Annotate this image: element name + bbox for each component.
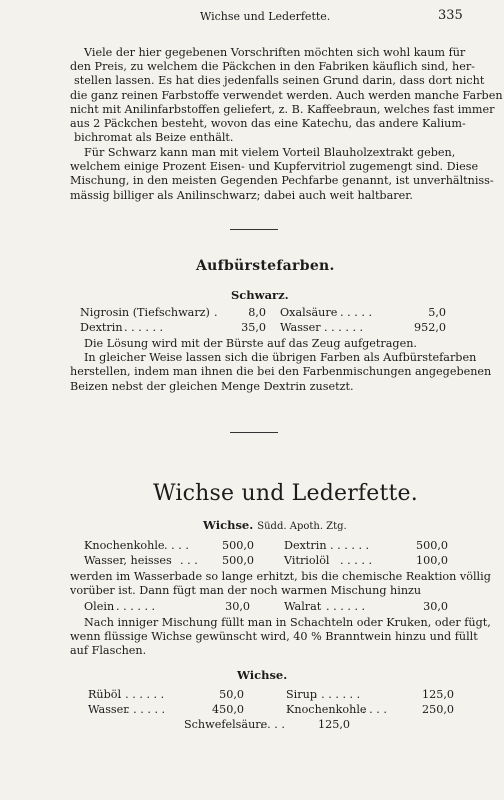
ingredient-name: Rüböl (88, 688, 122, 701)
subsection-title-schwarz: Schwarz. (231, 288, 289, 302)
text-line: Nach inniger Mischung füllt man in Schachteln oder Kruken, oder fügt, (84, 616, 491, 629)
leader-dots: . . . . . (340, 554, 373, 567)
text-line: Beizen nebst der gleichen Menge Dextrin zusetzt. (70, 379, 354, 393)
chapter-title: Wichse und Lederfette. (153, 481, 418, 506)
ingredient-name: Wasser (88, 703, 129, 716)
ingredient-name: Vitriolöl (284, 554, 330, 567)
ingredient-amount: 100,0 (415, 554, 448, 567)
leader-dots: . . . . . . (124, 321, 164, 334)
aufbuerste-instructions (70, 337, 492, 394)
text-line: Die Lösung wird mit der Bürste auf das Zeug aufgetragen. (84, 337, 417, 350)
text-line: stellen lassen. Es hat dies jedenfalls seinen Grund darin, dass dort nicht (74, 74, 485, 88)
text-line: die ganz reinen Farbstoffe verwendet werden. Auch werden manche Farben (70, 88, 503, 102)
page-number: 335 (438, 8, 463, 23)
leader-dots: . . . . . . (324, 321, 364, 334)
ingredient-amount: 5,0 (428, 306, 446, 319)
ingredient-name: Nigrosin (Tiefschwarz) (80, 306, 210, 319)
ingredient-name: Dextrin (80, 321, 123, 334)
text-line: den Preis, zu welchem die Päckchen in den Fabriken käuflich sind, her- (70, 60, 475, 74)
text-line: Mischung, in den meisten Gegenden Pechfarbe genannt, ist unverhältniss- (70, 174, 494, 188)
ingredient-amount: 450,0 (211, 703, 244, 716)
leader-dots: . . . . (164, 539, 189, 552)
ingredient-name: Dextrin (284, 539, 327, 552)
leader-dots: . . . . . . (116, 600, 156, 613)
ingredient-name: Walrat (284, 600, 322, 613)
ingredient-name: Oxalsäure (280, 306, 338, 319)
ingredient-amount: 125,0 (421, 688, 454, 701)
ingredient-amount: 125,0 (317, 718, 350, 731)
running-header: Wichse und Lederfette. (200, 10, 331, 23)
ingredient-amount: 30,0 (225, 600, 250, 613)
section-title-aufbuerstefarben: Aufbürstefarben. (196, 258, 335, 274)
section-divider (230, 229, 278, 230)
ingredient-name: Wasser (280, 321, 321, 334)
ingredient-amount: 30,0 (423, 600, 448, 613)
text-line: mässig billiger als Anilinschwarz; dabei auch weit haltbarer. (70, 188, 413, 202)
ingredient-amount: 8,0 (248, 306, 266, 319)
ingredient-amount: 50,0 (219, 688, 244, 701)
ingredient-name: Wasser, heisses (84, 554, 172, 567)
leader-dots: . (214, 306, 218, 319)
leader-dots: . . . (180, 554, 198, 567)
text-line: Für Schwarz kann man mit vielem Vorteil Blauholzextrakt geben, (84, 146, 456, 159)
ingredient-name: Knochenkohle (84, 539, 165, 552)
leader-dots: . . . . . . (126, 703, 166, 716)
text-line: auf Flaschen. (70, 644, 147, 658)
ingredient-name: Knochenkohle (286, 703, 367, 716)
text-line: welchem einige Prozent Eisen- und Kupfervitriol zugemengt sind. Diese (70, 160, 479, 174)
leader-dots: . . . . . . (330, 539, 370, 552)
text-line: In gleicher Weise lassen sich die übrigen Farben als Aufbürstefarben (84, 351, 477, 365)
ingredient-name: Sirup (286, 688, 317, 701)
recipe-title-text: Wichse. (203, 518, 254, 532)
text-line: werden im Wasserbade so lange erhitzt, bis die chemische Reaktion völlig (70, 570, 491, 583)
text-line: herstellen, indem man ihnen die bei den Farbenmischungen angegebenen (70, 365, 492, 379)
ingredient-amount: 500,0 (221, 539, 254, 552)
text-line: nicht mit Anilinfarbstoffen geliefert, z. B. Kaffeebraun, welches fast immer (70, 102, 495, 116)
section-divider (230, 432, 278, 433)
text-line: Viele der hier gegebenen Vorschriften möchten sich wohl kaum für (84, 46, 466, 59)
leader-dots: . . . . . . . (314, 688, 361, 701)
text-line: aus 2 Päckchen besteht, wovon das eine Katechu, das andere Kalium- (70, 117, 466, 131)
leader-dots: . . . . . . (326, 600, 366, 613)
leader-dots: . . . . (260, 718, 285, 731)
ingredient-amount: 500,0 (415, 539, 448, 552)
wichse-1-fill-instructions (70, 616, 491, 659)
ingredient-amount: 952,0 (413, 321, 446, 334)
leader-dots: . . . . (362, 703, 387, 716)
recipe-title-wichse-1 (203, 518, 347, 532)
intro-paragraph-1 (70, 46, 503, 145)
ingredient-amount: 35,0 (241, 321, 266, 334)
text-line: bichromat als Beize enthält. (74, 131, 234, 145)
recipe-source-note: Südd. Apoth. Ztg. (257, 521, 347, 532)
leader-dots: . . . . . (340, 306, 373, 319)
recipe-title-wichse-2: Wichse. (237, 668, 288, 682)
leader-dots: . . . . . . . (118, 688, 165, 701)
ingredient-name: Olein (84, 600, 115, 613)
text-line: vorüber ist. Dann fügt man der noch warmen Mischung hinzu (70, 584, 422, 598)
ingredient-amount: 500,0 (221, 554, 254, 567)
intro-paragraph-2 (70, 146, 494, 203)
ingredient-amount: 250,0 (421, 703, 454, 716)
ingredient-name: Schwefelsäure (184, 718, 268, 731)
wichse-1-instructions (70, 570, 491, 598)
text-line: wenn flüssige Wichse gewünscht wird, 40 % Branntwein hinzu und füllt (70, 630, 478, 644)
